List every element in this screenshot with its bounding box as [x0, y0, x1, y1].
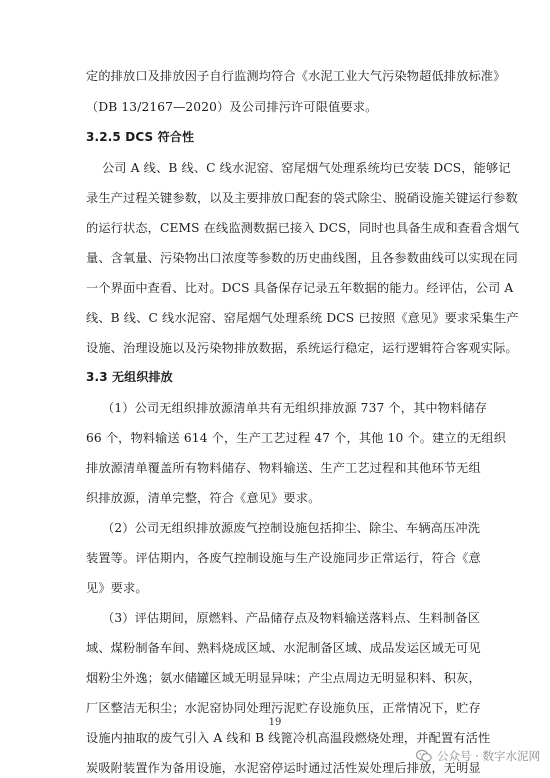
text-line: 定的排放口及排放因子自行监测均符合《水泥工业大气污染物超低排放标准》	[86, 69, 506, 83]
text-line: 域、煤粉制备车间、熟料烧成区域、水泥制备区域、成品发运区域无可见	[86, 641, 481, 655]
text-line: 炭吸附装置作为备用设施，水泥窑停运时通过活性炭处理后排放，无明显	[86, 761, 481, 775]
wechat-icon	[416, 749, 432, 763]
text-line: 织排放源，清单完整，符合《意见》要求。	[86, 491, 321, 505]
text-line: 线、B 线、C 线水泥窑、窑尾烟气处理系统 DCS 已按照《意见》要求采集生产	[86, 311, 519, 325]
paragraph-first-line: （1）公司无组织排放源清单共有无组织排放源 737 个，其中物料储存	[102, 401, 488, 415]
text-line: 设施内抽取的废气引入 A 线和 B 线篦冷机高温段燃烧处理，并配置有活性	[86, 731, 491, 745]
text-line: 录生产过程关键参数，以及主要排放口配套的袋式除尘、脱硝设施关键运行参数	[86, 191, 518, 205]
text-line: 装置等。评估期内，各废气控制设施与生产设施同步正常运行，符合《意	[86, 551, 481, 565]
paragraph-first-line: （2）公司无组织排放源废气控制设施包括抑尘、除尘、车辆高压冲洗	[102, 521, 481, 535]
text-line: （DB 13/2167—2020）及公司排污许可限值要求。	[86, 100, 378, 114]
text-line: 一个界面中查看、比对。DCS 具备保存记录五年数据的能力。经评估，公司 A	[86, 281, 514, 295]
page-number: 19	[268, 717, 282, 728]
watermark-text: 公众号 · 数字水泥网	[437, 749, 540, 763]
section-heading: 3.2.5 DCS 符合性	[86, 130, 195, 144]
text-line: 见》要求。	[86, 581, 148, 595]
paragraph-first-line: （3）评估期间，原燃料、产品储存点及物料输送落料点、生料制备区	[102, 611, 481, 625]
text-line: 设施、治理设施以及污染物排放数据，系统运行稳定，运行逻辑符合客观实际。	[86, 341, 518, 355]
text-line: 厂区整洁无积尘；水泥窑协同处理污泥贮存设施负压，正常情况下，贮存	[86, 701, 481, 715]
text-line: 的运行状态，CEMS 在线监测数据已接入 DCS，同时也具备生成和查看含烟气	[86, 221, 520, 235]
text-line: 量、含氧量、污染物出口浓度等参数的历史曲线图，且各参数曲线可以实现在同	[86, 251, 518, 265]
text-line: 66 个，物料输送 614 个，生产工艺过程 47 个，其他 10 个。建立的无组织	[86, 431, 507, 445]
paragraph-first-line: 公司 A 线、B 线、C 线水泥窑、窑尾烟气处理系统均已安装 DCS，能够记	[102, 161, 511, 175]
watermark	[416, 748, 540, 764]
text-line: 烟粉尘外逸；氨水储罐区域无明显异味；产尘点周边无明显积料、积灰，	[86, 671, 481, 685]
section-heading: 3.3 无组织排放	[86, 370, 173, 384]
text-line: 排放源清单覆盖所有物料储存、物料输送、生产工艺过程和其他环节无组	[86, 461, 481, 475]
